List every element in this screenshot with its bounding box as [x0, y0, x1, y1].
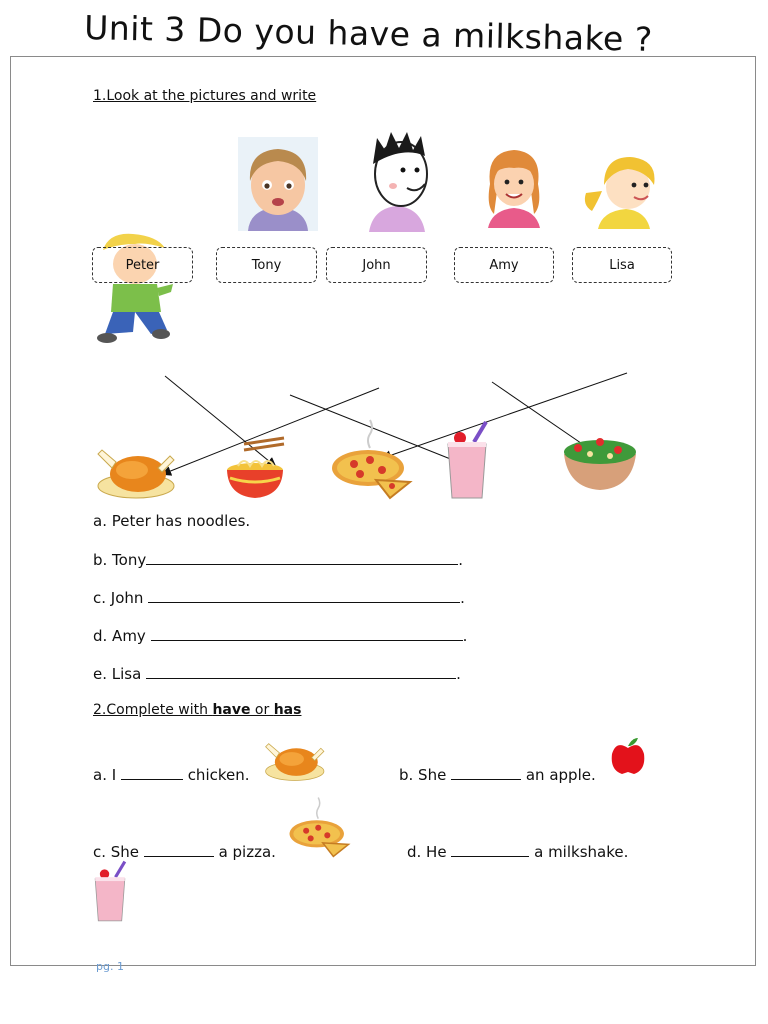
exercise-2c-blank[interactable] — [144, 842, 214, 857]
sentence-d — [93, 626, 467, 645]
name-box-john: John — [326, 247, 427, 283]
noodles-icon — [224, 436, 286, 500]
pizza-small-icon — [288, 796, 350, 858]
name-box-lisa: Lisa — [572, 247, 672, 283]
exercise-2b-post: an apple. — [521, 766, 596, 784]
exercise-2a-post: chicken. — [182, 766, 250, 784]
pizza-icon — [330, 418, 412, 500]
sentence-b-suffix: . — [458, 551, 464, 569]
sentence-d-blank[interactable] — [151, 626, 463, 641]
section-2-heading-pre: 2.Complete with — [93, 702, 213, 718]
exercise-2b-pre: b. She — [399, 766, 452, 784]
exercise-2a-blank[interactable] — [121, 765, 183, 780]
section-2-heading — [93, 702, 301, 718]
word-have: have — [212, 702, 251, 718]
exercise-2b — [399, 765, 596, 784]
sentence-b-prefix: b. Tony — [93, 551, 147, 569]
sentence-a-text: a. Peter has noodles. — [93, 512, 251, 530]
milkshake-small-icon — [92, 860, 128, 924]
exercise-2d-pre: d. He — [407, 843, 452, 861]
page-title: Unit 3 Do you have a milkshake ? — [83, 8, 654, 59]
exercise-2c-post: a pizza. — [213, 843, 276, 861]
exercise-2a — [93, 765, 250, 784]
exercise-2b-blank[interactable] — [451, 765, 521, 780]
sentence-e-suffix: . — [456, 665, 461, 683]
sentence-e-blank[interactable] — [146, 664, 456, 679]
sentence-d-suffix: . — [462, 627, 468, 645]
milkshake-icon — [444, 420, 490, 502]
chicken-small-icon — [262, 736, 326, 782]
exercise-2d-post: a milkshake. — [529, 843, 629, 861]
exercise-2d — [407, 842, 628, 861]
section-1-heading: 1.Look at the pictures and write — [93, 88, 317, 104]
page-number: pg. 1 — [96, 960, 124, 973]
sentence-c-prefix: c. John — [93, 589, 149, 607]
salad-icon — [560, 428, 640, 494]
sentence-c-suffix: . — [460, 589, 465, 607]
word-has: has — [273, 702, 302, 718]
sentence-a — [93, 512, 250, 530]
apple-icon — [608, 736, 648, 776]
name-box-amy: Amy — [454, 247, 554, 283]
chicken-icon — [94, 440, 176, 500]
name-box-tony: Tony — [216, 247, 317, 283]
name-box-peter: Peter — [92, 247, 193, 283]
exercise-2a-pre: a. I — [93, 766, 121, 784]
exercise-2d-blank[interactable] — [451, 842, 529, 857]
section-2-heading-mid: or — [250, 702, 274, 718]
exercise-2c — [93, 842, 276, 861]
sentence-d-prefix: d. Amy — [93, 627, 151, 645]
sentence-c — [93, 588, 465, 607]
sentence-c-blank[interactable] — [148, 588, 460, 603]
sentence-e-prefix: e. Lisa — [93, 665, 147, 683]
sentence-e — [93, 664, 461, 683]
sentence-b — [93, 550, 463, 569]
sentence-b-blank[interactable] — [146, 550, 458, 565]
exercise-2c-pre: c. She — [93, 843, 144, 861]
